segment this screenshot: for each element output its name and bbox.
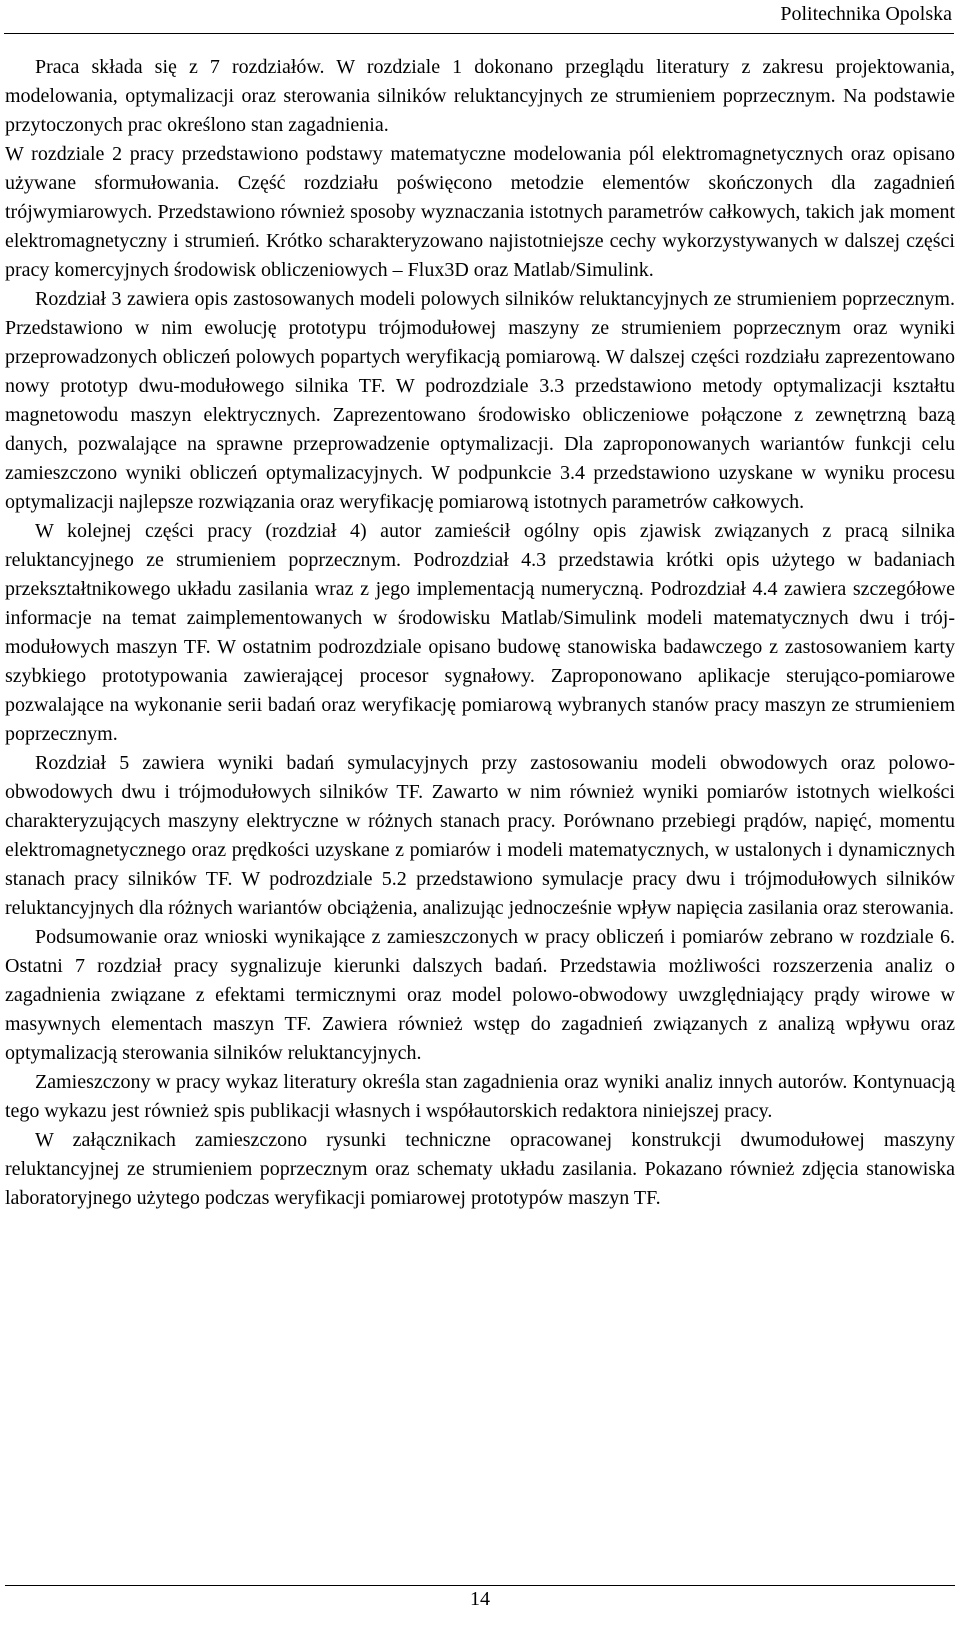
paragraph: Rozdział 3 zawiera opis zastosowanych modeli polowych silników reluktancyjnych ze strumieniem poprzecznym. Przedstawiono w nim ewolucję prototypu trójmodułowej maszyny ze strumieniem poprzecznym oraz wyniki przeprowadzonych obliczeń polowych popartych weryfikacją pomiarową. W dalszej części rozdziału zaprezentowano nowy prototyp dwu-modułowego silnika TF. W podrozdziale 3.3 przedstawiono metody optymalizacji kształtu magnetowodu maszyn elektrycznych. Zaprezentowano środowisko obliczeniowe połączone z zewnętrzną bazą danych, pozwalające na sprawne przeprowadzenie optymalizacji. Dla zaproponowanych wariantów funkcji celu zamieszczono wyniki obliczeń optymalizacyjnych. W podpunkcie 3.4 przedstawiono uzyskane w wyniku procesu optymalizacji najlepsze rozwiązania oraz weryfikację pomiarową istotnych parametrów całkowych. [5, 288, 955, 513]
paragraph: Zamieszczony w pracy wykaz literatury określa stan zagadnienia oraz wyniki analiz innych autorów. Kontynuacją tego wykazu jest również spis publikacji własnych i współautorskich redaktora niniejszej pracy. [5, 1071, 955, 1122]
body-text [5, 53, 955, 1213]
paragraph: W załącznikach zamieszczono rysunki techniczne opracowanej konstrukcji dwumodułowej maszyny reluktancyjnej ze strumieniem poprzecznym oraz schematy układu zasilania. Pokazano również zdjęcia stanowiska laboratoryjnego użytego podczas weryfikacji pomiarowej prototypów maszyn TF. [5, 1129, 955, 1209]
paragraph: Podsumowanie oraz wnioski wynikające z zamieszczonych w pracy obliczeń i pomiarów zebrano w rozdziale 6. Ostatni 7 rozdział pracy sygnalizuje kierunki dalszych badań. Przedstawia możliwości rozszerzenia analiz o zagadnienia związane z efektami termicznymi oraz model polowo-obwodowy uwzględniający prądy wirowe w masywnych elementach maszyn TF. Zawiera również wstęp do zagadnień związanych z analizą wpływu oraz optymalizacją sterowania silników reluktancyjnych. [5, 926, 955, 1064]
paragraph: Rozdział 5 zawiera wyniki badań symulacyjnych przy zastosowaniu modeli obwodowych oraz polowo-obwodowych dwu i trójmodułowych silników TF. Zawarto w nim również wyniki pomiarów istotnych wielkości charakteryzujących maszyny elektryczne w różnych stanach pracy. Porównano przebiegi prądów, napięć, momentu elektromagnetycznego oraz prędkości uzyskane z pomiarów i modeli matematycznych, w ustalonych i dynamicznych stanach pracy silników TF. W podrozdziale 5.2 przedstawiono symulacje pracy dwu i trójmodułowych silników reluktancyjnych dla różnych wariantów obciążenia, analizując jednocześnie wpływ napięcia zasilania oraz sterowania. [5, 752, 955, 919]
footer-divider [5, 1585, 955, 1586]
paragraph: Praca składa się z 7 rozdziałów. W rozdziale 1 dokonano przeglądu literatury z zakresu projektowania, modelowania, optymalizacji oraz sterowania silników reluktancyjnych ze strumieniem poprzecznym. Na podstawie przytoczonych prac określono stan zagadnienia. [5, 56, 955, 136]
paragraph: W kolejnej części pracy (rozdział 4) autor zamieścił ogólny opis zjawisk związanych z pracą silnika reluktancyjnego ze strumieniem poprzecznym. Podrozdział 4.3 przedstawia krótki opis użytego w badaniach przekształtnikowego układu zasilania wraz z jego implementacją numeryczną. Podrozdział 4.4 zawiera szczegółowe informacje na temat zaimplementowanych w środowisku Matlab/Simulink modeli matematycznych dwu i trój-modułowych maszyn TF. W ostatnim podrozdziale opisano budowę stanowiska badawczego z zastosowaniem karty szybkiego prototypowania zawierającej procesor sygnałowy. Zaproponowano aplikacje sterująco-pomiarowe pozwalające na wykonanie serii badań oraz weryfikację pomiarową wybranych stanów pracy maszyn ze strumieniem poprzecznym. [5, 520, 955, 745]
paragraph: W rozdziale 2 pracy przedstawiono podstawy matematyczne modelowania pól elektromagnetycznych oraz opisano używane sformułowania. Część rozdziału poświęcono metodzie elementów skończonych dla zagadnień trójwymiarowych. Przedstawiono również sposoby wyznaczania istotnych parametrów całkowych, takich jak moment elektromagnetyczny i strumień. Krótko scharakteryzowano najistotniejsze cechy wykorzystywanych w dalszej części pracy komercyjnych środowisk obliczeniowych – Flux3D oraz Matlab/Simulink. [5, 143, 955, 281]
page-number: 14 [470, 1588, 490, 1610]
running-header [4, 0, 954, 34]
header-institution: Politechnika Opolska [780, 3, 952, 25]
